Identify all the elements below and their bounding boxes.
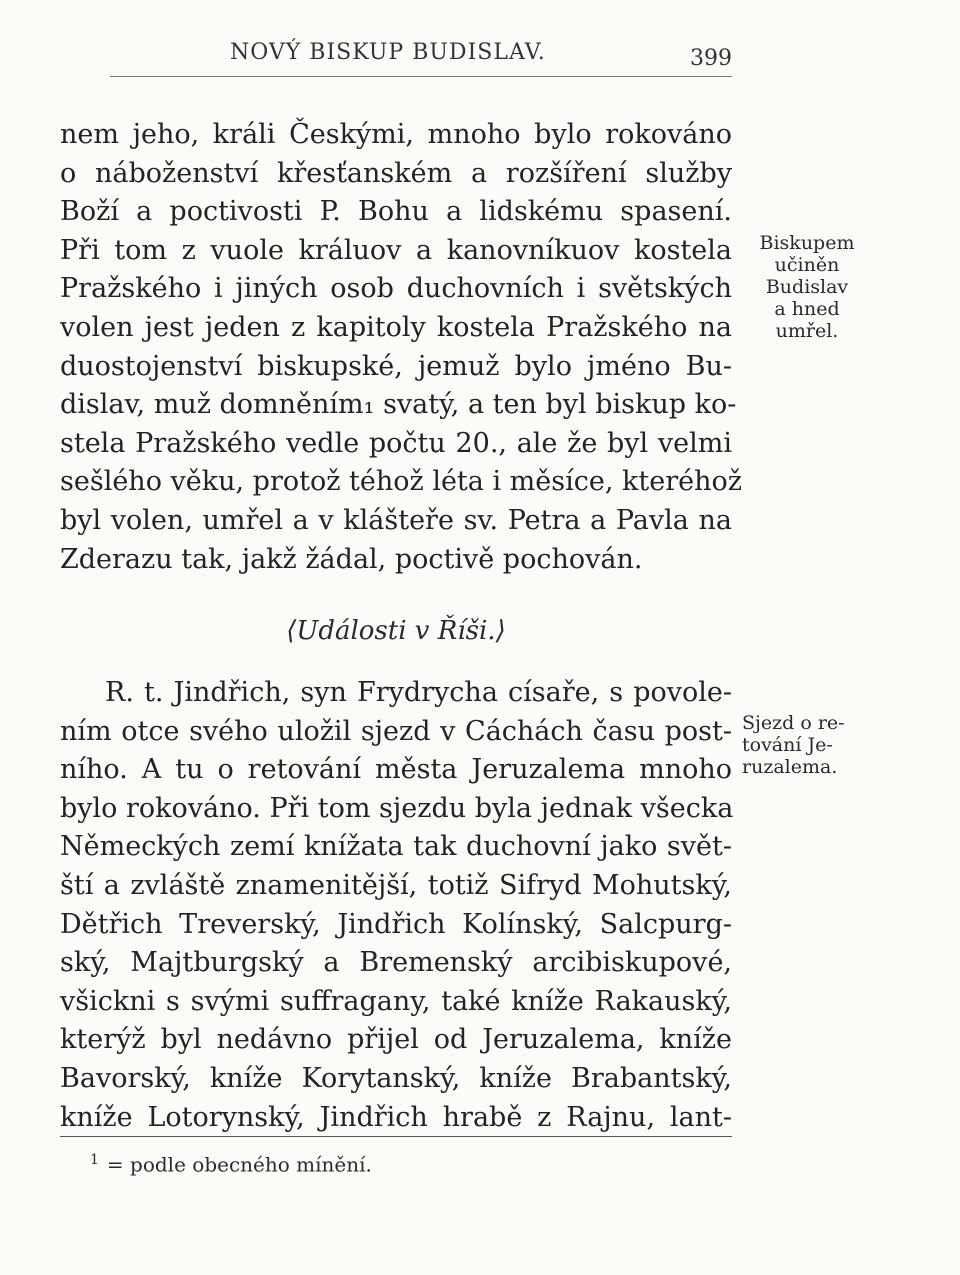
text-line: Při tom z vuole králuov a kanovníkuov kostela — [60, 234, 732, 266]
text-line: Pražského i jiných osob duchovních i světských — [60, 273, 732, 305]
running-head — [60, 38, 732, 78]
footnote-marker: 1 — [90, 1152, 99, 1168]
text-line: ský, Majtburgský a Bremenský arcibiskupové, — [60, 947, 732, 979]
margin-note-line: ruzalema. — [742, 756, 838, 778]
margin-note-line: učiněn — [774, 254, 840, 276]
margin-note-line: a hned — [774, 298, 840, 320]
text-line: nem jeho, králi Českými, mnoho bylo rokováno — [60, 119, 732, 150]
text-line: Dětřich Treverský, Jindřich Kolínský, Salcpurg- — [60, 908, 732, 940]
margin-note-line: Sjezd o re- — [742, 712, 845, 734]
paragraph-budislav — [60, 116, 742, 579]
page-number: 399 — [690, 46, 732, 71]
text-line: sešlého věku, protož téhož léta i měsíce, kteréhož — [60, 466, 742, 498]
text-line: R. t. Jindřich, syn Frydrycha císaře, s povole- — [105, 677, 732, 708]
text-line: ním otce svého uložil sjezd v Cáchách času post- — [60, 715, 732, 747]
margin-note-sjezd — [742, 712, 872, 778]
text-line: stela Pražského vedle počtu 20., ale že byl velmi — [60, 427, 732, 459]
text-line: dislav, muž domněním₁ svatý, a ten byl biskup ko- — [60, 389, 737, 421]
text-line: Německých zemí knížata tak duchovní jako svět- — [60, 831, 732, 863]
footnote-text: = podle obecného mínění. — [106, 1152, 372, 1177]
text-line: byl volen, umřel a v klášteře sv. Petra a Pavla na — [60, 504, 732, 536]
footnote — [90, 1152, 372, 1177]
text-line: ští a zvláště znamenitější, totiž Sifryd Mohutský, — [60, 869, 732, 901]
text-line: všickni s svými suffragany, také kníže Rakauský, — [60, 985, 732, 1017]
text-line: o náboženství křesťanském a rozšíření služby — [60, 157, 732, 189]
margin-note-line: Budislav — [765, 276, 849, 298]
section-heading: ⟨Události v Říši.⟩ — [286, 616, 506, 646]
header-rule — [110, 76, 732, 77]
text-line: duostojenství biskupské, jemuž bylo jméno Bu- — [60, 350, 732, 382]
margin-note-line: umřel. — [775, 320, 839, 342]
text-line: Zderazu tak, jakž žádal, poctivě pochován. — [60, 543, 643, 575]
paragraph-sjezd — [60, 674, 732, 1137]
text-line: kterýž byl nedávno přijel od Jeruzalema, kníže — [60, 1024, 732, 1056]
text-line: kníže Lotorynský, Jindřich hrabě z Rajnu, lant- — [60, 1101, 732, 1133]
margin-note-line: Biskupem — [759, 232, 855, 254]
text-line: ního. A tu o retování města Jeruzalema mnoho — [60, 754, 732, 786]
text-line: Boží a poctivosti P. Bohu a lidskému spasení. — [60, 196, 732, 228]
text-line: Bavorský, kníže Korytanský, kníže Brabantský, — [60, 1062, 732, 1094]
margin-note-line: tování Je- — [742, 734, 833, 756]
text-line: volen jest jeden z kapitoly kostela Pražského na — [60, 311, 732, 343]
margin-note-budislav — [742, 232, 872, 342]
footnote-rule — [60, 1136, 732, 1137]
text-line: bylo rokováno. Při tom sjezdu byla jednak všecka — [60, 792, 734, 824]
running-title: NOVÝ BISKUP BUDISLAV. — [230, 40, 546, 65]
